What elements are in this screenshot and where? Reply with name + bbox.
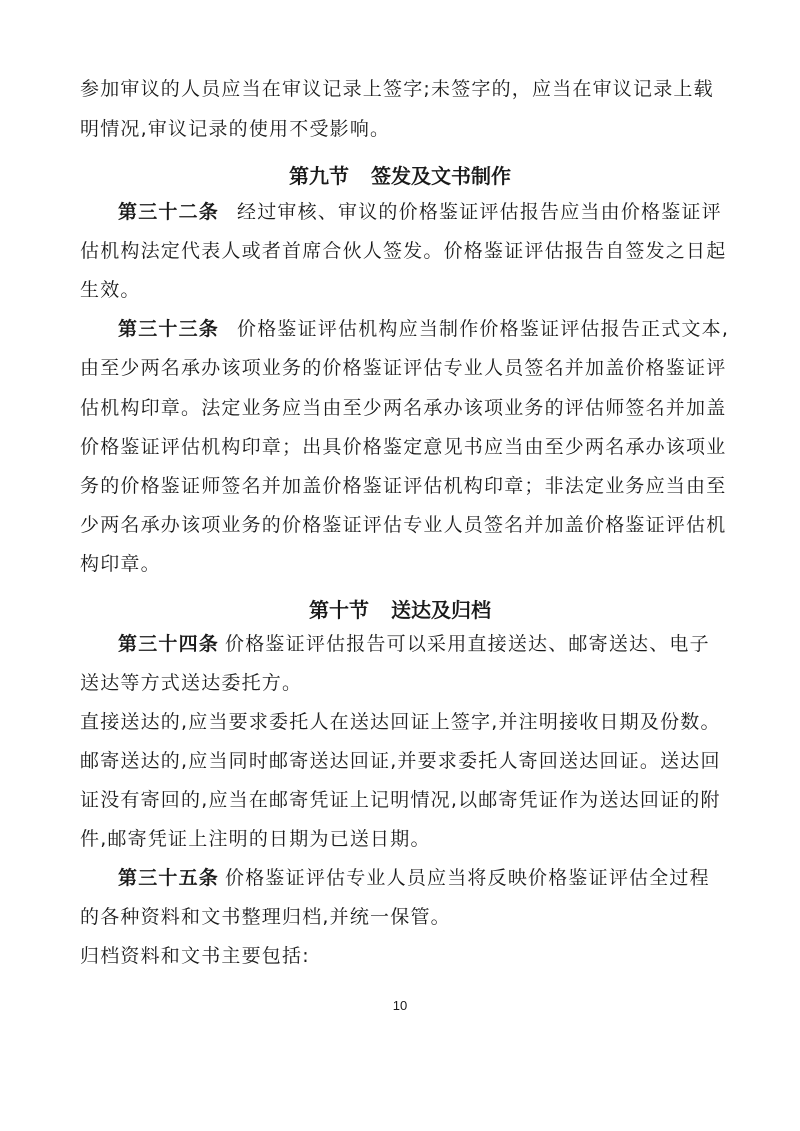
body-line: 构印章。 xyxy=(80,553,161,575)
article-label: 第三十二条 xyxy=(118,201,220,223)
article-label: 第三十四条 xyxy=(118,633,220,655)
body-line: 估机构印章。法定业务应当由至少两名承办该项业务的评估师签名并加盖 xyxy=(80,397,727,419)
article-32-line xyxy=(118,203,722,222)
section-title: 签发及文书制作 xyxy=(371,164,511,188)
article-label: 第三十三条 xyxy=(118,318,220,340)
body-line: 直接送达的,应当要求委托人在送达回证上签字,并注明接收日期及份数。 xyxy=(80,711,721,733)
section-title: 送达及归档 xyxy=(391,598,491,622)
section-number: 第十节 xyxy=(309,598,369,622)
article-34-line xyxy=(118,635,710,654)
body-line: 邮寄送达的,应当同时邮寄送达回证,并要求委托人寄回送达回证。送达回 xyxy=(80,750,721,772)
article-text: 价格鉴证评估报告可以采用直接送达、邮寄送达、电子 xyxy=(225,633,710,655)
body-line: 生效。 xyxy=(80,279,141,301)
article-label: 第三十五条 xyxy=(118,867,220,889)
body-line: 参加审议的人员应当在审议记录上签字;未签字的，应当在审议记录上载 xyxy=(80,78,714,100)
article-text: 经过审核、审议的价格鉴证评估报告应当由价格鉴证评 xyxy=(237,201,722,223)
article-35-line xyxy=(118,869,710,888)
section-heading-9 xyxy=(0,160,800,189)
article-33-line xyxy=(118,320,729,339)
body-line: 估机构法定代表人或者首席合伙人签发。价格鉴证评估报告自签发之日起 xyxy=(80,240,727,262)
body-line: 价格鉴证评估机构印章；出具价格鉴定意见书应当由至少两名承办该项业 xyxy=(80,436,727,458)
body-line: 务的价格鉴证师签名并加盖价格鉴证评估机构印章；非法定业务应当由至 xyxy=(80,475,727,497)
body-line: 由至少两名承办该项业务的价格鉴证评估专业人员签名并加盖价格鉴证评 xyxy=(80,357,727,379)
body-line: 的各种资料和文书整理归档,并统一保管。 xyxy=(80,906,451,928)
body-line: 归档资料和文书主要包括: xyxy=(80,945,310,967)
section-heading-10 xyxy=(0,594,800,623)
body-line: 证没有寄回的,应当在邮寄凭证上记明情况,以邮寄凭证作为送达回证的附 xyxy=(80,789,721,811)
page-number: 10 xyxy=(392,998,408,1013)
article-text: 价格鉴证评估机构应当制作价格鉴证评估报告正式文本, xyxy=(237,318,730,340)
section-number: 第九节 xyxy=(289,164,349,188)
body-line: 件,邮寄凭证上注明的日期为已送日期。 xyxy=(80,828,431,850)
body-line: 送达等方式送达委托方。 xyxy=(80,672,303,694)
body-line: 少两名承办该项业务的价格鉴证评估专业人员签名并加盖价格鉴证评估机 xyxy=(80,514,727,536)
article-text: 价格鉴证评估专业人员应当将反映价格鉴证评估全过程 xyxy=(225,867,710,889)
body-line: 明情况,审议记录的使用不受影响。 xyxy=(80,118,391,140)
